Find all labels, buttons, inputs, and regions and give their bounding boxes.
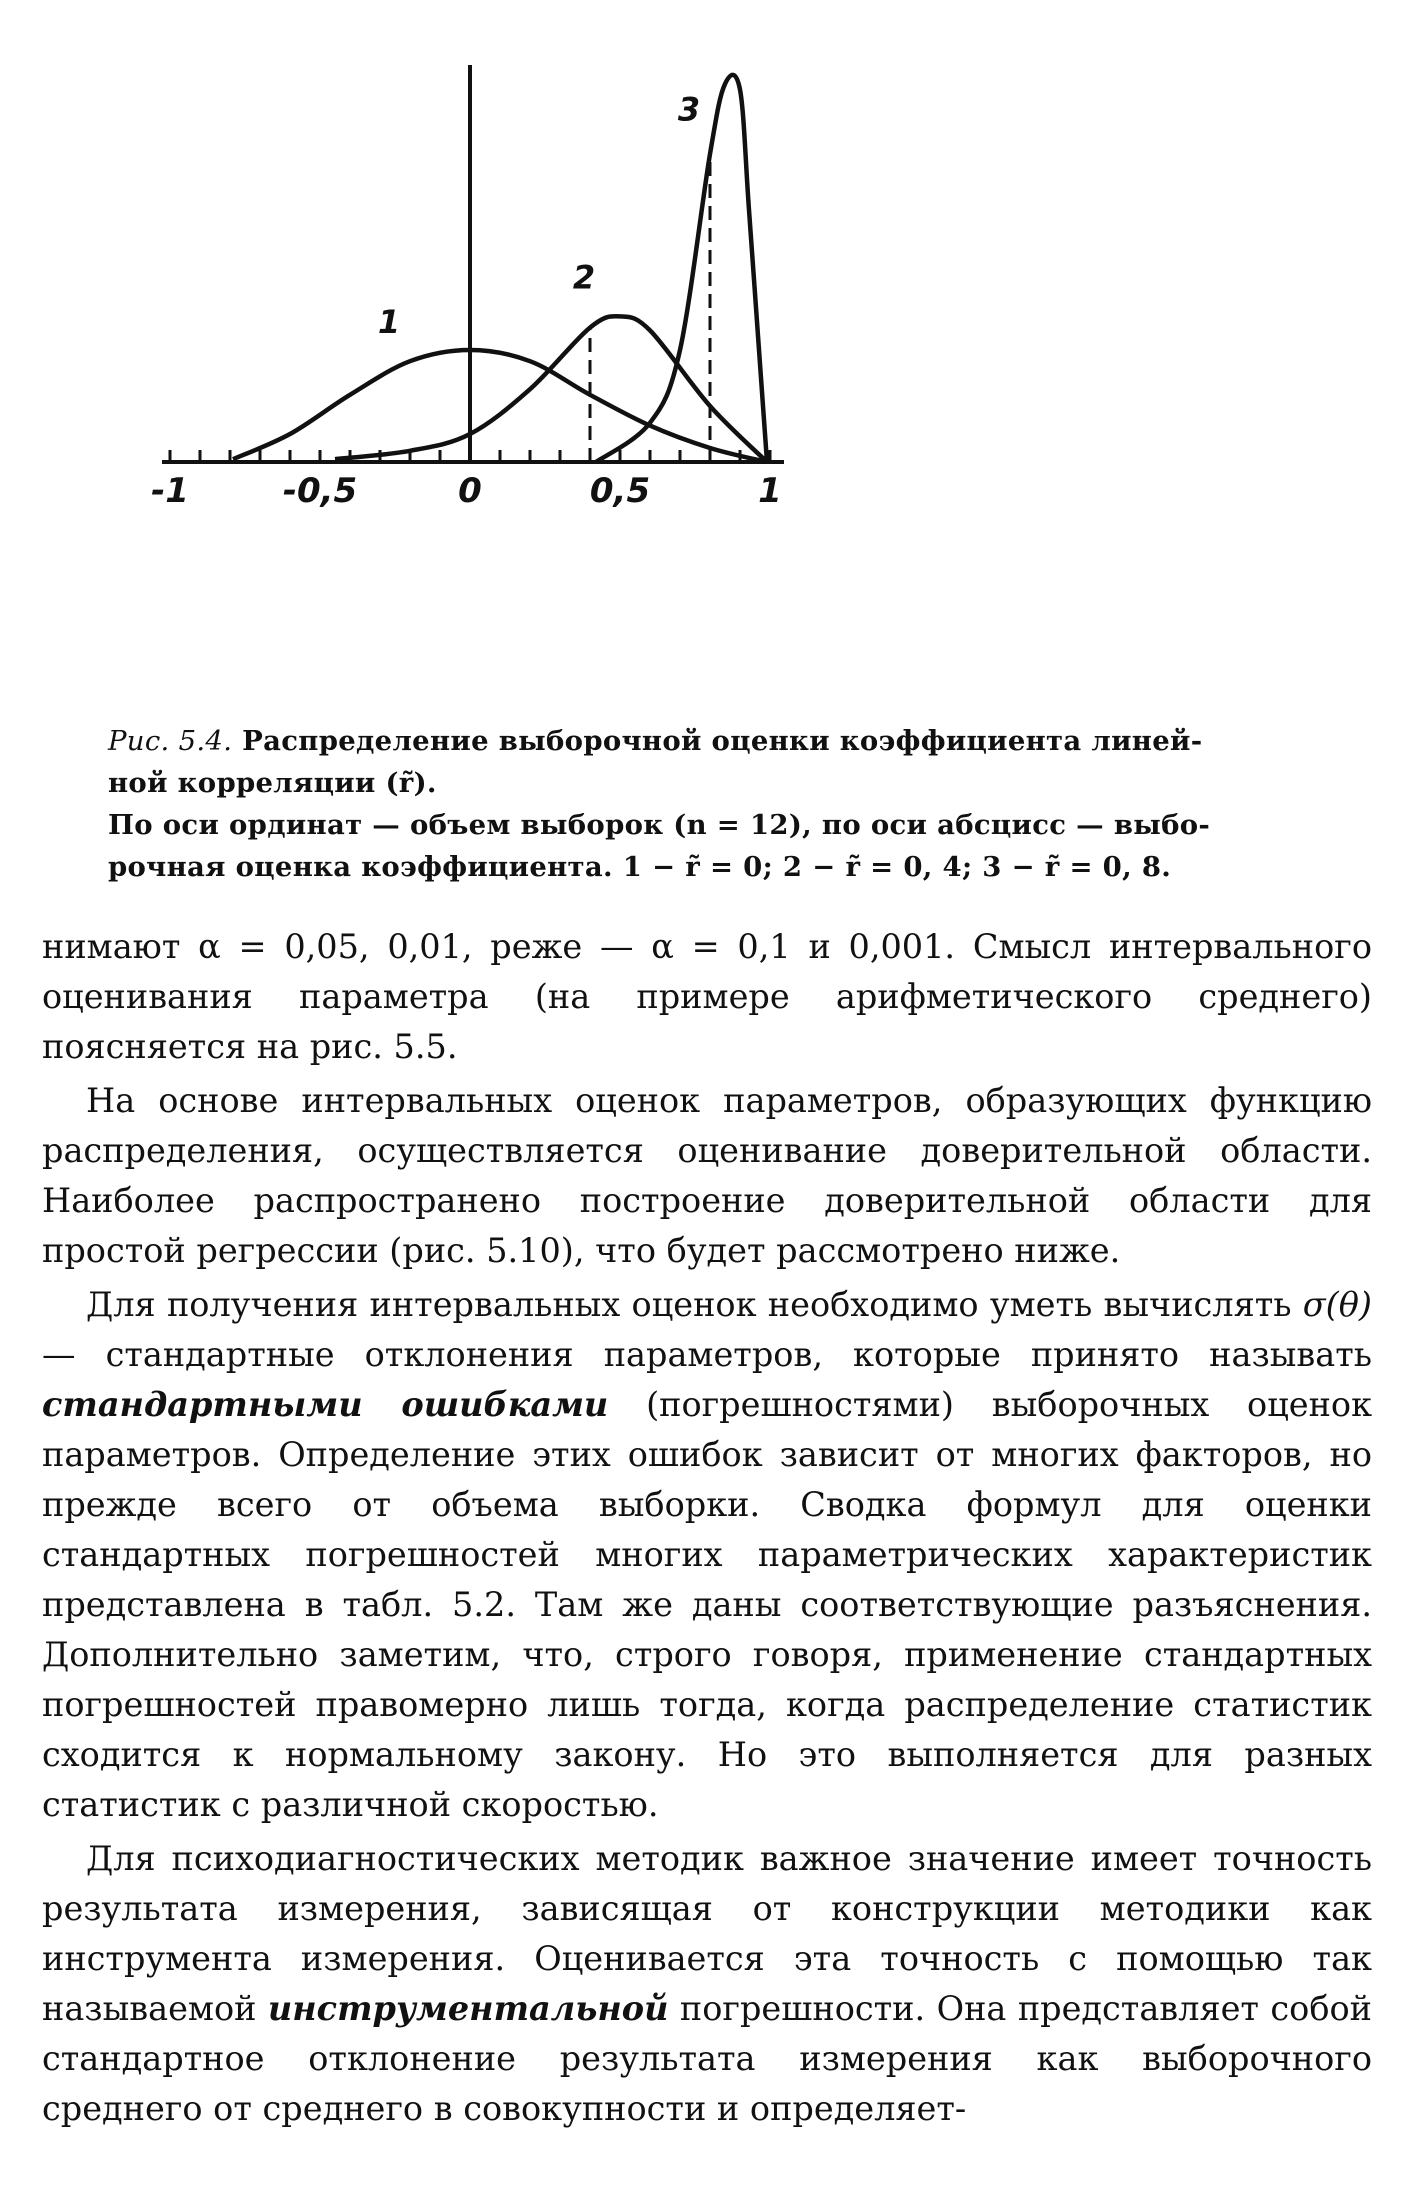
x-tick-label-3: 0,5: [589, 471, 651, 511]
paragraph-3-part-c: (погрешностями) выборочных оценок параметров. Определение этих ошибок зависит от многих факторов, но прежде всего от объема выборки. Сводка формул для оценки стандартных погрешностей многих параметрических характеристик представлена в табл. 5.2. Там же даны соответствующие разъяснения. Дополнительно заметим, что, строго говоря, применение стандартных погрешностей правомерно лишь тогда, когда распределение статистик сходится к нормальному закону. Но это выполняется для разных статистик с различной скоростью.: [42, 1385, 1373, 1824]
caption-title-part1: Распределение выборочной оценки коэффициента линей-: [242, 725, 1203, 757]
curve-label-3: 3: [677, 90, 701, 129]
figure-caption: [108, 720, 1338, 888]
paragraph-3-part-a: Для получения интервальных оценок необходимо уметь вычислять: [86, 1285, 1292, 1324]
paragraph-4-part-b: погрешности. Она представляет собой стандартное отклонение результата измерения как выборочного среднего от среднего в совокупности и определяет-: [42, 1989, 1372, 2128]
paragraph-4-part-a: Для психодиагностических методик важное значение имеет точность результата измерения, зависящая от конструкции методики как инструмента измерения. Оценивается эта точность с помощью так называемой: [42, 1839, 1372, 2028]
distribution-chart: [151, 40, 1140, 720]
caption-line-1: [108, 720, 1338, 762]
paragraph-3-part-b: — стандартные отклонения параметров, которые принято называть: [42, 1335, 1372, 1374]
curve-label-2: 2: [572, 258, 596, 297]
x-tick-label-1: -0,5: [282, 471, 358, 511]
caption-title-part2: ной корреляции (r̃).: [108, 767, 437, 799]
paragraph-2: На основе интервальных оценок параметров, образующих функцию распределения, осуществляется оценивание доверительной области. Наиболее распространено построение доверительной области для простой регрессии (рис. 5.10), что будет рассмотрено ниже.: [42, 1081, 1372, 1270]
term-standard-errors: стандартными ошибками: [42, 1385, 609, 1424]
curve-label-1: 1: [377, 303, 401, 342]
curve-3: [596, 75, 767, 462]
paragraph-4: [42, 1834, 1372, 2134]
sigma-theta: σ(θ): [1302, 1285, 1372, 1324]
curve-1: [233, 350, 767, 462]
paragraph-1: нимают α = 0,05, 0,01, реже — α = 0,1 и 0,001. Смысл интервального оценивания параметра (на примере арифметического среднего) поясняется на рис. 5.5.: [42, 927, 1372, 1066]
body-text: [42, 922, 1372, 2138]
figure-number: Рис. 5.4.: [108, 725, 233, 757]
x-tick-label-4: 1: [758, 471, 782, 511]
paragraph-3: [42, 1280, 1372, 1830]
x-tick-label-0: -1: [151, 471, 189, 511]
figure-5-4: [151, 40, 1140, 720]
term-instrumental: инструментальной: [267, 1989, 669, 2028]
caption-line-3: По оси ординат — объем выборок (n = 12), по оси абсцисс — выбо-: [108, 809, 1211, 841]
x-tick-label-2: 0: [458, 471, 482, 511]
caption-line-4: рочная оценка коэффициента. 1 − r̃ = 0; 2 − r̃ = 0, 4; 3 − r̃ = 0, 8.: [108, 851, 1172, 883]
